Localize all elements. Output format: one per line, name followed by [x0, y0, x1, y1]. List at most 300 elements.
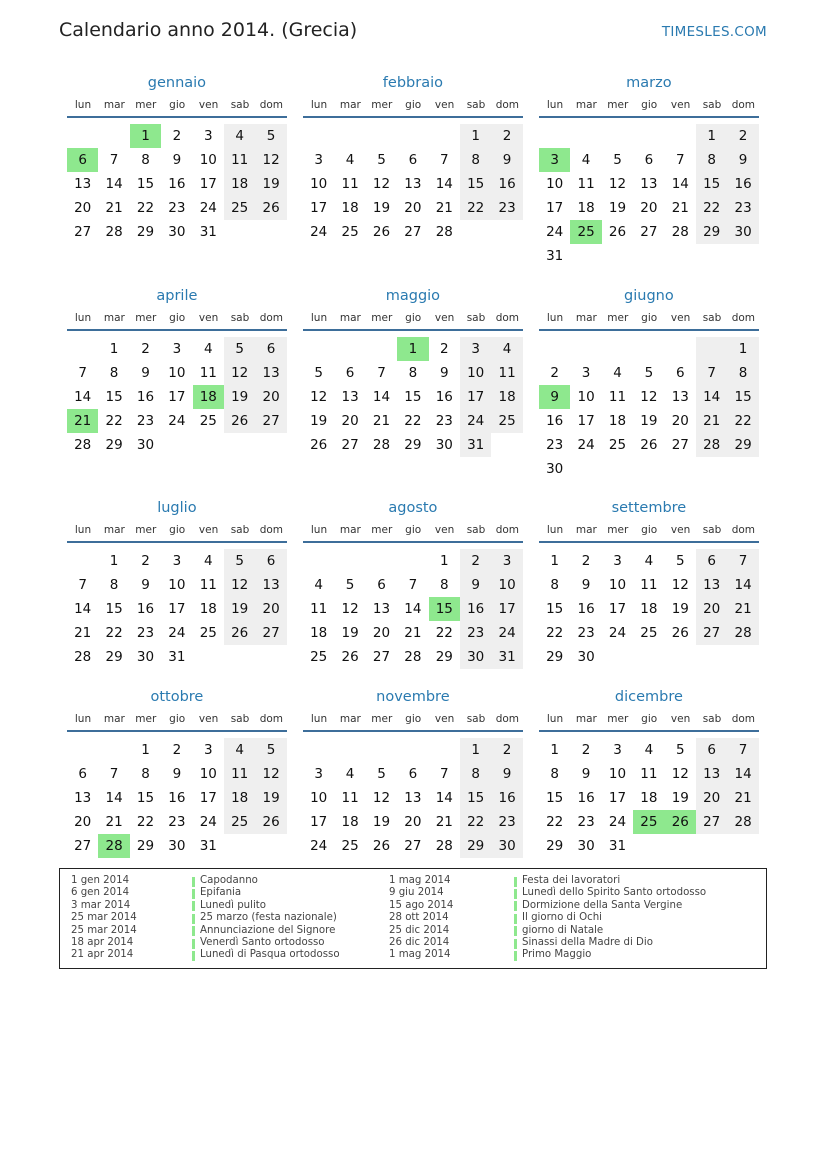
day-cell: 20	[404, 814, 422, 830]
legend-marker	[514, 939, 517, 949]
header-rule	[303, 329, 523, 331]
day-cell: 21	[372, 413, 391, 429]
day-cell: 14	[703, 389, 721, 405]
day-cell: 18	[341, 200, 359, 216]
day-cell: 8	[141, 152, 150, 168]
day-cell: 21	[734, 601, 752, 617]
day-cell: 9	[738, 152, 748, 168]
day-cell: 9	[172, 152, 182, 168]
day-cell: 4	[581, 152, 591, 168]
day-cell: 22	[105, 413, 123, 429]
day-cell: 18	[608, 413, 627, 429]
day-cell: 19	[608, 200, 627, 216]
day-cell: 3	[581, 365, 591, 381]
day-cell: 20	[703, 601, 721, 617]
day-cell: 27	[74, 838, 92, 854]
day-cell: 27	[671, 437, 689, 453]
day-cell: 27	[703, 625, 721, 641]
legend-date: 15 ago 2014	[389, 899, 454, 911]
day-cell: 15	[546, 601, 564, 617]
day-cell: 5	[314, 365, 323, 381]
day-cell: 26	[608, 224, 627, 240]
day-cell: 18	[640, 601, 658, 617]
weekday-header: mar	[339, 524, 361, 536]
day-cell: 30	[734, 224, 752, 240]
month-name: novembre	[376, 689, 450, 705]
legend-holiday-name: Sinassi della Madre di Dio	[522, 937, 653, 948]
month-name: maggio	[385, 288, 441, 304]
day-cell: 17	[310, 814, 328, 830]
day-cell: 19	[231, 601, 249, 617]
day-cell: 28	[404, 649, 422, 665]
day-cell: 10	[467, 365, 485, 381]
day-cell: 22	[546, 625, 564, 641]
day-cell: 11	[341, 790, 359, 806]
day-cell: 15	[404, 389, 422, 405]
legend-holiday-name: 25 marzo (festa nazionale)	[200, 912, 337, 924]
holiday-day-cell: 15	[429, 597, 460, 621]
day-cell: 5	[613, 152, 622, 168]
weekday-header: lun	[546, 713, 564, 725]
day-cell: 28	[105, 224, 123, 240]
day-cell: 12	[640, 389, 658, 405]
day-cell: 28	[74, 437, 92, 453]
day-cell: 6	[266, 341, 276, 357]
day-cell: 7	[707, 365, 716, 381]
day-cell: 18	[577, 200, 595, 216]
page-title: Calendario anno 2014. (Grecia)	[59, 19, 358, 41]
legend-date: 18 apr 2014	[71, 937, 134, 948]
weekday-header: sab	[466, 312, 486, 324]
day-cell: 30	[136, 649, 155, 665]
day-cell: 26	[231, 413, 249, 429]
day-cell: 23	[577, 625, 595, 641]
day-cell: 4	[613, 365, 622, 381]
day-cell: 5	[377, 152, 386, 168]
day-cell: 30	[577, 838, 595, 854]
day-cell: 18	[498, 389, 516, 405]
day-cell: 11	[199, 577, 217, 593]
day-cell: 24	[310, 838, 328, 854]
day-cell: 21	[703, 413, 721, 429]
day-cell: 9	[581, 766, 591, 782]
weekday-header: lun	[74, 312, 92, 324]
legend-marker	[192, 951, 195, 961]
day-cell: 24	[577, 437, 595, 453]
month-name: marzo	[626, 75, 672, 91]
day-cell: 18	[199, 601, 217, 617]
day-cell: 26	[640, 437, 658, 453]
day-cell: 2	[439, 341, 449, 357]
day-cell: 21	[404, 625, 422, 641]
day-cell: 12	[262, 152, 280, 168]
day-cell: 12	[608, 176, 627, 192]
day-cell: 22	[435, 625, 453, 641]
legend-marker	[514, 901, 517, 911]
legend-marker	[514, 914, 517, 924]
legend-marker	[192, 939, 195, 949]
weekday-header: lun	[546, 99, 564, 111]
day-cell: 10	[608, 766, 627, 782]
day-cell: 2	[471, 553, 480, 569]
day-cell: 15	[734, 389, 752, 405]
day-cell: 24	[199, 814, 217, 830]
day-cell: 12	[231, 577, 249, 593]
day-cell: 16	[168, 790, 186, 806]
legend-holiday-name: Lunedì di Pasqua ortodosso	[200, 949, 340, 961]
day-cell: 16	[577, 790, 595, 806]
day-cell: 6	[644, 152, 654, 168]
weekday-header: lun	[74, 99, 92, 111]
weekday-header: gio	[641, 312, 658, 324]
day-cell: 20	[341, 413, 359, 429]
day-cell: 20	[74, 200, 92, 216]
day-cell: 1	[109, 553, 119, 569]
day-cell: 5	[675, 553, 685, 569]
day-cell: 19	[671, 601, 689, 617]
day-cell: 18	[310, 625, 328, 641]
day-cell: 1	[707, 128, 716, 144]
legend-date: 9 giu 2014	[389, 887, 444, 899]
day-cell: 5	[345, 577, 355, 593]
day-cell: 28	[734, 814, 752, 830]
day-cell: 7	[377, 365, 386, 381]
day-cell: 5	[644, 365, 654, 381]
day-cell: 19	[262, 176, 280, 192]
day-cell: 23	[498, 200, 516, 216]
day-cell: 26	[372, 838, 391, 854]
weekday-header: sab	[466, 99, 486, 111]
day-cell: 24	[608, 814, 627, 830]
weekday-header: dom	[731, 99, 756, 111]
day-cell: 7	[439, 152, 449, 168]
header-rule	[539, 541, 759, 543]
day-cell: 2	[738, 128, 748, 144]
header-rule	[539, 730, 759, 732]
weekday-header: mer	[135, 524, 157, 536]
weekday-header: ven	[434, 312, 455, 324]
legend-marker	[514, 889, 517, 899]
month-name: febbraio	[382, 75, 443, 91]
day-cell: 15	[467, 790, 485, 806]
day-cell: 19	[372, 814, 391, 830]
day-cell: 21	[671, 200, 689, 216]
weekday-header: mar	[575, 524, 597, 536]
day-cell: 23	[498, 814, 516, 830]
day-cell: 14	[734, 577, 752, 593]
weekday-header: mer	[607, 524, 629, 536]
day-cell: 24	[498, 625, 516, 641]
weekday-header: lun	[546, 524, 564, 536]
legend-holiday-name: Epifania	[200, 887, 242, 899]
weekday-header: lun	[310, 524, 328, 536]
holiday-day-cell: 25	[633, 810, 664, 834]
day-cell: 13	[671, 389, 689, 405]
legend-date: 25 mar 2014	[71, 924, 137, 936]
weekday-header: ven	[434, 713, 455, 725]
day-cell: 13	[262, 365, 280, 381]
weekday-header: mar	[339, 713, 361, 725]
day-cell: 17	[310, 200, 328, 216]
day-cell: 9	[502, 766, 512, 782]
day-cell: 28	[74, 649, 92, 665]
day-cell: 6	[408, 152, 418, 168]
weekday-header: sab	[230, 99, 250, 111]
day-cell: 28	[734, 625, 752, 641]
day-cell: 11	[608, 389, 627, 405]
weekday-header: gio	[641, 99, 658, 111]
legend-date: 6 gen 2014	[71, 887, 130, 899]
day-cell: 6	[707, 742, 716, 758]
day-cell: 15	[136, 790, 155, 806]
weekday-header: mar	[575, 312, 597, 324]
day-cell: 9	[141, 365, 150, 381]
day-cell: 25	[231, 200, 249, 216]
day-cell: 26	[372, 224, 391, 240]
day-cell: 20	[372, 625, 391, 641]
month-name: settembre	[611, 500, 687, 516]
weekday-header: mer	[607, 312, 629, 324]
weekday-header: ven	[198, 713, 219, 725]
day-cell: 29	[105, 437, 123, 453]
day-cell: 29	[734, 437, 752, 453]
weekday-header: dom	[495, 524, 520, 536]
day-cell: 14	[74, 601, 92, 617]
day-cell: 4	[235, 742, 244, 758]
day-cell: 5	[235, 341, 244, 357]
day-cell: 22	[105, 625, 123, 641]
weekday-header: mer	[371, 713, 393, 725]
legend-holiday-name: Annunciazione del Signore	[200, 924, 336, 936]
day-cell: 10	[168, 577, 186, 593]
day-cell: 23	[435, 413, 453, 429]
day-cell: 12	[341, 601, 359, 617]
day-cell: 19	[310, 413, 328, 429]
day-cell: 29	[136, 838, 155, 854]
day-cell: 8	[109, 577, 119, 593]
weekday-header: dom	[495, 99, 520, 111]
day-cell: 4	[502, 341, 512, 357]
day-cell: 10	[199, 766, 217, 782]
day-cell: 24	[199, 200, 217, 216]
day-cell: 1	[550, 742, 559, 758]
weekday-header: sab	[702, 312, 722, 324]
day-cell: 22	[136, 200, 155, 216]
weekday-header: gio	[169, 99, 186, 111]
day-cell: 14	[105, 790, 123, 806]
day-cell: 29	[136, 224, 155, 240]
day-cell: 4	[345, 152, 355, 168]
month-name: dicembre	[614, 689, 683, 705]
day-cell: 9	[439, 365, 449, 381]
day-cell: 5	[675, 742, 685, 758]
day-cell: 24	[168, 413, 186, 429]
day-cell: 13	[74, 176, 92, 192]
legend-marker	[192, 901, 195, 911]
legend-holiday-name: giorno di Natale	[522, 924, 604, 936]
day-cell: 12	[262, 766, 280, 782]
day-cell: 16	[546, 413, 564, 429]
day-cell: 20	[74, 814, 92, 830]
weekday-header: mar	[103, 312, 125, 324]
legend-holiday-name: Venerdì Santo ortodosso	[200, 937, 325, 948]
day-cell: 22	[467, 814, 485, 830]
month-name: ottobre	[150, 689, 204, 705]
day-cell: 3	[471, 341, 480, 357]
legend-date: 28 ott 2014	[389, 912, 449, 924]
day-cell: 3	[172, 553, 182, 569]
weekday-header: lun	[546, 312, 564, 324]
day-cell: 15	[467, 176, 485, 192]
day-cell: 4	[235, 128, 244, 144]
day-cell: 23	[467, 625, 485, 641]
day-cell: 5	[235, 553, 244, 569]
legend-date: 26 dic 2014	[389, 937, 450, 948]
day-cell: 15	[136, 176, 155, 192]
day-cell: 17	[546, 200, 564, 216]
day-cell: 25	[199, 413, 217, 429]
day-cell: 8	[707, 152, 716, 168]
day-cell: 4	[345, 766, 355, 782]
weekday-header: dom	[495, 713, 520, 725]
weekday-header: dom	[731, 713, 756, 725]
day-cell: 16	[435, 389, 453, 405]
day-cell: 23	[168, 200, 186, 216]
weekday-header: ven	[198, 99, 219, 111]
day-cell: 23	[168, 814, 186, 830]
day-cell: 21	[105, 814, 123, 830]
day-cell: 27	[640, 224, 658, 240]
month-name: luglio	[157, 500, 197, 516]
day-cell: 3	[314, 766, 323, 782]
day-cell: 17	[577, 413, 595, 429]
holiday-day-cell: 21	[67, 409, 98, 433]
day-cell: 3	[314, 152, 323, 168]
weekday-header: dom	[495, 312, 520, 324]
day-cell: 24	[310, 224, 328, 240]
day-cell: 13	[341, 389, 359, 405]
legend-holiday-name: Lunedì dello Spirito Santo ortodosso	[522, 887, 707, 899]
legend-date: 1 mag 2014	[389, 949, 451, 961]
legend-holiday-name: Lunedì pulito	[200, 899, 267, 911]
day-cell: 30	[467, 649, 485, 665]
day-cell: 8	[141, 766, 150, 782]
day-cell: 25	[640, 625, 658, 641]
day-cell: 11	[640, 577, 658, 593]
day-cell: 12	[310, 389, 328, 405]
day-cell: 7	[408, 577, 418, 593]
day-cell: 5	[266, 128, 276, 144]
day-cell: 21	[105, 200, 123, 216]
day-cell: 10	[168, 365, 186, 381]
day-cell: 8	[471, 766, 480, 782]
header-rule	[67, 329, 287, 331]
day-cell: 20	[262, 389, 280, 405]
legend-marker	[192, 889, 195, 899]
day-cell: 9	[141, 577, 150, 593]
day-cell: 3	[172, 341, 182, 357]
legend-holiday-name: Dormizione della Santa Vergine	[522, 899, 683, 911]
weekday-header: lun	[74, 524, 92, 536]
day-cell: 8	[550, 577, 559, 593]
day-cell: 22	[136, 814, 155, 830]
weekday-header: mer	[135, 99, 157, 111]
day-cell: 26	[262, 814, 280, 830]
weekday-header: gio	[169, 524, 186, 536]
day-cell: 20	[404, 200, 422, 216]
day-cell: 2	[581, 553, 591, 569]
day-cell: 2	[172, 128, 182, 144]
day-cell: 8	[408, 365, 418, 381]
day-cell: 19	[372, 200, 391, 216]
day-cell: 6	[377, 577, 386, 593]
day-cell: 16	[734, 176, 752, 192]
day-cell: 4	[644, 742, 654, 758]
day-cell: 11	[310, 601, 328, 617]
holiday-day-cell: 28	[98, 834, 129, 858]
day-cell: 9	[172, 766, 182, 782]
holiday-day-cell: 1	[130, 124, 161, 148]
weekday-header: gio	[169, 312, 186, 324]
day-cell: 28	[372, 437, 391, 453]
day-cell: 23	[577, 814, 595, 830]
weekday-header: lun	[310, 99, 328, 111]
weekday-header: gio	[405, 312, 422, 324]
weekday-header: gio	[169, 713, 186, 725]
weekday-header: ven	[198, 524, 219, 536]
weekday-header: ven	[670, 312, 691, 324]
day-cell: 30	[435, 437, 453, 453]
day-cell: 13	[703, 766, 721, 782]
site-link[interactable]: TIMESLES.COM	[661, 24, 767, 40]
day-cell: 25	[341, 224, 359, 240]
day-cell: 10	[546, 176, 564, 192]
weekday-header: gio	[641, 713, 658, 725]
weekday-header: ven	[434, 99, 455, 111]
day-cell: 29	[467, 838, 485, 854]
holiday-day-cell: 1	[397, 337, 428, 361]
holiday-legend	[59, 868, 767, 969]
day-cell: 19	[262, 790, 280, 806]
day-cell: 18	[231, 790, 249, 806]
day-cell: 10	[498, 577, 516, 593]
day-cell: 1	[738, 341, 748, 357]
day-cell: 12	[372, 176, 391, 192]
day-cell: 19	[640, 413, 658, 429]
day-cell: 3	[502, 553, 512, 569]
legend-holiday-name: Primo Maggio	[522, 949, 592, 961]
legend-holiday-name: Capodanno	[200, 875, 258, 886]
day-cell: 11	[577, 176, 595, 192]
day-cell: 12	[372, 790, 391, 806]
day-cell: 10	[310, 790, 328, 806]
day-cell: 18	[341, 814, 359, 830]
day-cell: 7	[78, 365, 87, 381]
day-cell: 20	[640, 200, 658, 216]
day-cell: 13	[703, 577, 721, 593]
day-cell: 30	[498, 838, 516, 854]
day-cell: 1	[550, 553, 559, 569]
header-rule	[67, 116, 287, 118]
day-cell: 21	[74, 625, 92, 641]
day-cell: 6	[408, 766, 418, 782]
day-cell: 3	[613, 553, 622, 569]
holiday-day-cell: 18	[193, 385, 224, 409]
weekday-header: mer	[371, 524, 393, 536]
day-cell: 13	[262, 577, 280, 593]
day-cell: 10	[577, 389, 595, 405]
weekday-header: mer	[607, 713, 629, 725]
